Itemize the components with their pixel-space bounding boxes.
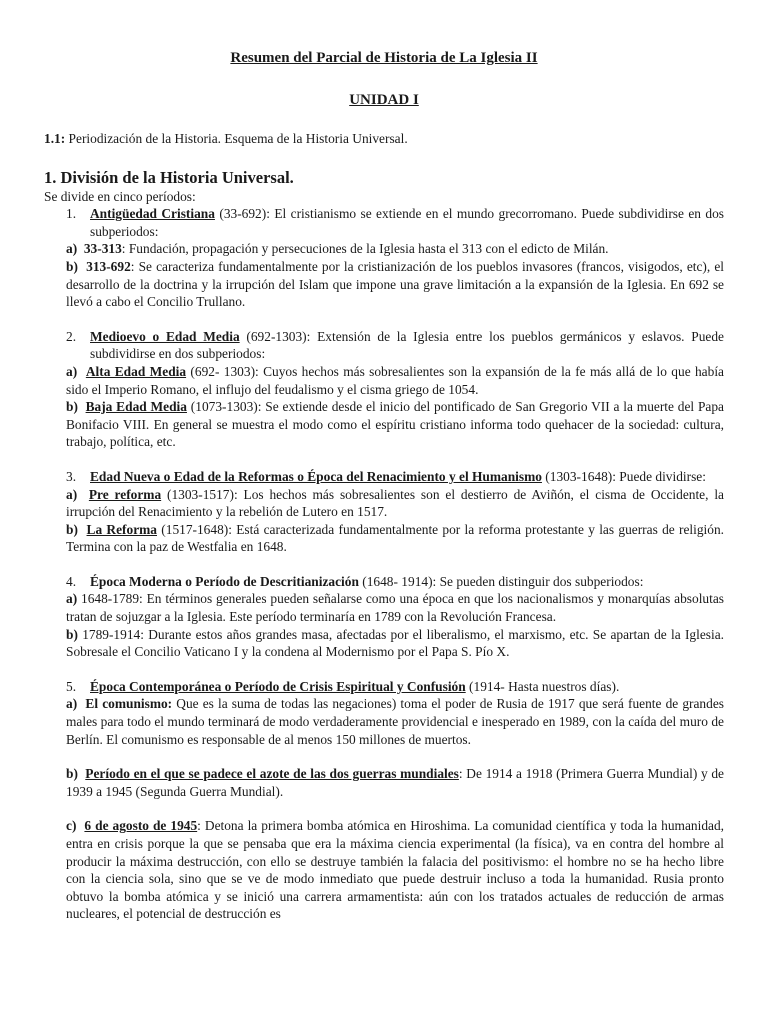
document-body (44, 130, 724, 923)
period-3: 3. Edad Nueva o Edad de la Reformas o Época del Renacimiento y el Humanismo (1303-1648): Puede dividirse: (66, 468, 706, 484)
section-lead: Se divide en cinco períodos: (44, 188, 196, 204)
period-5-sub-c: c) 6 de agosto de 1945: Detona la primera bomba atómica en Hiroshima. La comunidad científica y toda la humanidad, entra en crisis porque la que se pensaba que era la máxima ciencia experimental (la física), va en contra del hombre al producir la máxima destrucción, con ello se destruye también la falacia del positivismo: el hombre no se ha hecho libre con la ciencia sola, sino que se ve de modo inmediato que puede destruir incluso a toda la humanidad. Rusia pronto obtuvo la bomba atómica y se inició una carrera armamentista: aún con los tratados actuales de reducción de armas nucleares, el potencial de destrucción es (66, 818, 724, 922)
period-3-name: Edad Nueva o Edad de la Reformas o Época del Renacimiento y el Humanismo (90, 468, 542, 484)
period-4: 4. Época Moderna o Período de Descritianización (1648- 1914): Se pueden distinguir dos subperiodos: (66, 573, 644, 589)
section-heading: 1. División de la Historia Universal. (44, 167, 294, 187)
period-2-sub-a: a) Alta Edad Media (692- 1303): Cuyos hechos más sobresalientes son la expansión de la fe más allá de lo que había sido el Imperio Romano, el influjo del feudalismo y el cisma griego de 1054. (66, 363, 724, 397)
period-4-sub-a: a) 1648-1789: En términos generales pueden señalarse como una época en que los nacionalismos y monarquías absolutas tratan de sojuzgar a la Iglesia. Este período terminaría en 1789 con la Revolución Francesa. (66, 591, 724, 625)
period-1: 1. Antigüedad Cristiana (33-692): El cristianismo se extiende en el mundo grecorromano. Puede subdividirse en dos subperiodos: (66, 206, 724, 239)
period-1-sub-b: b) 313-692: Se caracteriza fundamentalmente por la cristianización de los pueblos invasores (francos, visigodos, etc), el desarrollo de la doctrina y la irrupción del Islam que impone una grave limitación a la expansión de la Iglesia. En 692 se llevó a cabo el Concilio Trullano. (66, 258, 724, 310)
period-1-sub-a: a) 33-313: Fundación, propagación y persecuciones de la Iglesia hasta el 313 con el edicto de Milán. (66, 241, 609, 257)
period-5-name: Época Contemporánea o Período de Crisis Espiritual y Confusión (90, 678, 466, 694)
unit-heading: UNIDAD I (349, 92, 419, 108)
period-4-name: Época Moderna o Período de Descritianización (90, 573, 359, 589)
period-5-sub-b: b) Período en el que se padece el azote de las dos guerras mundiales: De 1914 a 1918 (Primera Guerra Mundial) y de 1939 a 1945 (Segunda Guerra Mundial). (66, 766, 724, 799)
intro-line: 1.1: Periodización de la Historia. Esquema de la Historia Universal. (44, 131, 408, 146)
period-5: 5. Época Contemporánea o Período de Crisis Espiritual y Confusión (1914- Hasta nuestros días). (66, 678, 620, 694)
period-1-name: Antigüedad Cristiana (90, 206, 215, 222)
period-5-sub-a: a) El comunismo: Que es la suma de todas las negaciones) toma el poder de Rusia de 1917 que será fuente de grandes males para todo el mundo terminará de modo verdaderamente providencial e inesperado en 1989, con la caída del muro de Berlín. El comunismo es responsable de al menos 150 millones de muertos. (66, 696, 724, 747)
period-3-sub-a: a) Pre reforma (1303-1517): Los hechos más sobresalientes son el destierro de Aviñón, el cisma de Occidente, la irrupción del Renacimiento y la rebelión de Lutero en 1517. (66, 486, 724, 520)
period-2-sub-b: b) Baja Edad Media (1073-1303): Se extiende desde el inicio del pontificado de San Gregorio VII a la muerte del Papa Bonifacio VIII. En general se muestra el modo como el espíritu cristiano informa todo quehacer de la sociedad: cultura, trabajo, política, etc. (66, 399, 724, 450)
period-2-name: Medioevo o Edad Media (90, 328, 240, 344)
period-4-sub-b: b) 1789-1914: Durante estos años grandes masa, afectadas por el liberalismo, el marxismo, etc. Se apartan de la Iglesia. Sobresale el Concilio Vaticano I y la condena al Modernismo por el Papa S. Pío X. (66, 626, 724, 660)
period-3-sub-b: b) La Reforma (1517-1648): Está caracterizada fundamentalmente por la reforma protestante y las guerras de religión. Termina con la paz de Westfalia en 1648. (66, 521, 724, 555)
document-title: Resumen del Parcial de Historia de La Iglesia II (230, 50, 538, 66)
period-2: 2. Medioevo o Edad Media (692-1303): Extensión de la Iglesia entre los pueblos germánicos y eslavos. Puede subdividirse en dos subperiodos: (66, 328, 724, 362)
